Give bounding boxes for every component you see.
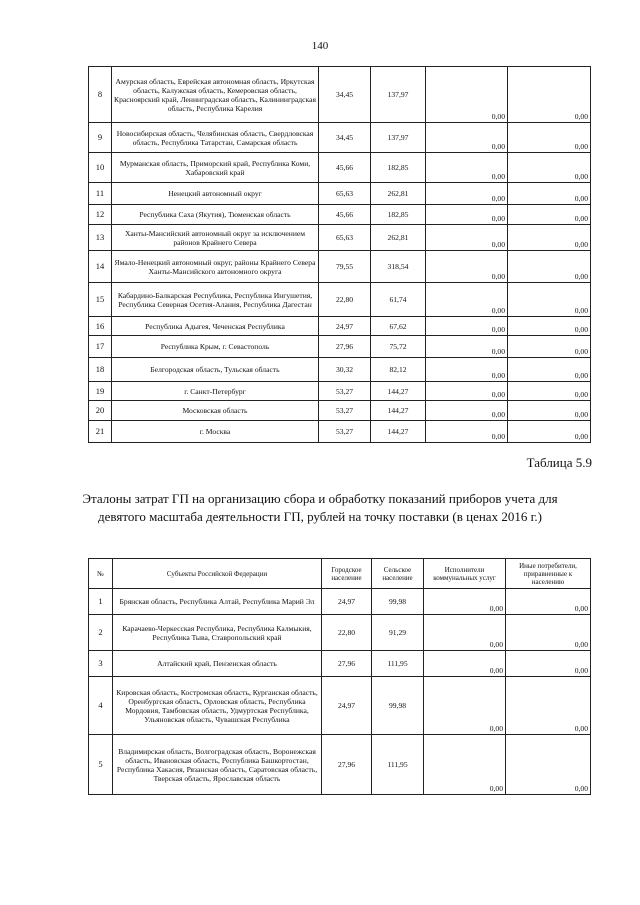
row-rural-value: 144,27 bbox=[371, 382, 426, 401]
row-other-value: 0,00 bbox=[508, 67, 591, 123]
row-other-value: 0,00 bbox=[508, 183, 591, 205]
row-number: 15 bbox=[89, 283, 112, 317]
row-rural-value: 262,81 bbox=[371, 183, 426, 205]
row-subject: Карачаево-Черкесская Республика, Республика Калмыкия, Республика Тыва, Ставропольский край bbox=[113, 615, 322, 651]
row-utilities-value: 0,00 bbox=[426, 251, 508, 283]
row-subject: г. Москва bbox=[112, 421, 319, 443]
table-row bbox=[89, 589, 591, 615]
row-number: 11 bbox=[89, 183, 112, 205]
row-utilities-value: 0,00 bbox=[426, 183, 508, 205]
continued-cost-table bbox=[88, 66, 591, 443]
row-number: 18 bbox=[89, 358, 112, 382]
row-subject: Ямало-Ненецкий автономный округ, районы Крайнего Севера Ханты-Мансийского автономного округа bbox=[112, 251, 319, 283]
row-utilities-value: 0,00 bbox=[424, 677, 506, 735]
row-city-value: 24,97 bbox=[319, 317, 371, 336]
row-rural-value: 144,27 bbox=[371, 401, 426, 421]
row-utilities-value: 0,00 bbox=[426, 205, 508, 225]
row-city-value: 34,45 bbox=[319, 67, 371, 123]
row-utilities-value: 0,00 bbox=[426, 401, 508, 421]
row-subject: Белгородская область, Тульская область bbox=[112, 358, 319, 382]
row-subject: Алтайский край, Пензенская область bbox=[113, 651, 322, 677]
table-row bbox=[89, 615, 591, 651]
row-number: 9 bbox=[89, 123, 112, 153]
row-other-value: 0,00 bbox=[508, 382, 591, 401]
row-rural-value: 91,29 bbox=[372, 615, 424, 651]
row-utilities-value: 0,00 bbox=[426, 421, 508, 443]
row-number: 4 bbox=[89, 677, 113, 735]
row-city-value: 34,45 bbox=[319, 123, 371, 153]
row-utilities-value: 0,00 bbox=[426, 225, 508, 251]
row-city-value: 30,32 bbox=[319, 358, 371, 382]
row-rural-value: 262,81 bbox=[371, 225, 426, 251]
row-subject: Кировская область, Костромская область, Курганская область, Оренбургская область, Орловская область, Республика Мордовия, Тамбовская область, Удмуртская Республика, Ульяновская область, Чувашская Республика bbox=[113, 677, 322, 735]
row-subject: г. Санкт-Петербург bbox=[112, 382, 319, 401]
row-other-value: 0,00 bbox=[508, 225, 591, 251]
table-title: Эталоны затрат ГП на организацию сбора и обработку показаний приборов учета для девятого масштаба деятельности ГП, рублей на точку поставки (в ценах 2016 г.) bbox=[82, 491, 558, 524]
row-utilities-value: 0,00 bbox=[424, 651, 506, 677]
row-number: 21 bbox=[89, 421, 112, 443]
row-other-value: 0,00 bbox=[508, 358, 591, 382]
header-city: Городское население bbox=[322, 559, 372, 589]
row-subject: Республика Адыгея, Чеченская Республика bbox=[112, 317, 319, 336]
row-subject: Ненецкий автономный округ bbox=[112, 183, 319, 205]
row-subject: Амурская область, Еврейская автономная область, Иркутская область, Калужская область, Кемеровская область, Красноярский край, Ленинградская область, Калининградская область, Республика Карелия bbox=[112, 67, 319, 123]
row-other-value: 0,00 bbox=[506, 677, 591, 735]
row-rural-value: 111,95 bbox=[372, 651, 424, 677]
table-row bbox=[89, 735, 591, 795]
header-rural: Сельское население bbox=[372, 559, 424, 589]
row-city-value: 27,96 bbox=[319, 336, 371, 358]
row-number: 2 bbox=[89, 615, 113, 651]
table-row bbox=[89, 283, 591, 317]
row-other-value: 0,00 bbox=[508, 421, 591, 443]
row-subject: Московская область bbox=[112, 401, 319, 421]
row-rural-value: 99,98 bbox=[372, 589, 424, 615]
row-other-value: 0,00 bbox=[506, 735, 591, 795]
row-utilities-value: 0,00 bbox=[426, 317, 508, 336]
row-subject: Ханты-Мансийский автономный округ за исключением районов Крайнего Севера bbox=[112, 225, 319, 251]
row-number: 16 bbox=[89, 317, 112, 336]
row-city-value: 24,97 bbox=[322, 677, 372, 735]
row-utilities-value: 0,00 bbox=[424, 735, 506, 795]
row-number: 19 bbox=[89, 382, 112, 401]
row-utilities-value: 0,00 bbox=[426, 336, 508, 358]
row-rural-value: 61,74 bbox=[371, 283, 426, 317]
row-number: 12 bbox=[89, 205, 112, 225]
table-row bbox=[89, 421, 591, 443]
table-row bbox=[89, 336, 591, 358]
row-subject: Республика Саха (Якутия), Тюменская область bbox=[112, 205, 319, 225]
row-other-value: 0,00 bbox=[506, 651, 591, 677]
table-row bbox=[89, 382, 591, 401]
table-row bbox=[89, 401, 591, 421]
row-other-value: 0,00 bbox=[508, 123, 591, 153]
table-label: Таблица 5.9 bbox=[526, 455, 592, 470]
table-row bbox=[89, 677, 591, 735]
row-number: 14 bbox=[89, 251, 112, 283]
row-city-value: 65,63 bbox=[319, 225, 371, 251]
row-utilities-value: 0,00 bbox=[426, 67, 508, 123]
row-other-value: 0,00 bbox=[506, 589, 591, 615]
row-rural-value: 67,62 bbox=[371, 317, 426, 336]
table-row bbox=[89, 183, 591, 205]
row-city-value: 45,66 bbox=[319, 205, 371, 225]
row-city-value: 27,96 bbox=[322, 735, 372, 795]
row-city-value: 22,80 bbox=[319, 283, 371, 317]
row-rural-value: 318,54 bbox=[371, 251, 426, 283]
row-rural-value: 82,12 bbox=[371, 358, 426, 382]
row-city-value: 22,80 bbox=[322, 615, 372, 651]
row-subject: Владимирская область, Волгоградская область, Воронежская область, Ивановская область, Республика Башкортостан, Республика Хакасия, Рязанская область, Саратовская область, Тверская область, Ярославская область bbox=[113, 735, 322, 795]
row-number: 17 bbox=[89, 336, 112, 358]
row-rural-value: 137,97 bbox=[371, 123, 426, 153]
row-other-value: 0,00 bbox=[508, 336, 591, 358]
header-utilities: Исполнители коммунальных услуг bbox=[424, 559, 506, 589]
row-number: 1 bbox=[89, 589, 113, 615]
row-city-value: 24,97 bbox=[322, 589, 372, 615]
row-utilities-value: 0,00 bbox=[424, 615, 506, 651]
row-city-value: 53,27 bbox=[319, 401, 371, 421]
row-utilities-value: 0,00 bbox=[426, 153, 508, 183]
row-city-value: 79,55 bbox=[319, 251, 371, 283]
row-rural-value: 111,95 bbox=[372, 735, 424, 795]
row-number: 10 bbox=[89, 153, 112, 183]
table-row bbox=[89, 67, 591, 123]
row-utilities-value: 0,00 bbox=[426, 358, 508, 382]
table-header-row bbox=[89, 559, 591, 589]
header-num: № bbox=[89, 559, 113, 589]
row-utilities-value: 0,00 bbox=[426, 382, 508, 401]
row-rural-value: 99,98 bbox=[372, 677, 424, 735]
row-number: 3 bbox=[89, 651, 113, 677]
row-number: 20 bbox=[89, 401, 112, 421]
row-rural-value: 75,72 bbox=[371, 336, 426, 358]
table-row bbox=[89, 317, 591, 336]
row-utilities-value: 0,00 bbox=[424, 589, 506, 615]
row-city-value: 53,27 bbox=[319, 382, 371, 401]
row-utilities-value: 0,00 bbox=[426, 283, 508, 317]
row-subject: Мурманская область, Приморский край, Республика Коми, Хабаровский край bbox=[112, 153, 319, 183]
row-other-value: 0,00 bbox=[508, 251, 591, 283]
row-subject: Новосибирская область, Челябинская область, Свердловская область, Республика Татарстан, Самарская область bbox=[112, 123, 319, 153]
header-other: Иные потребители, приравненные к населению bbox=[506, 559, 591, 589]
row-number: 8 bbox=[89, 67, 112, 123]
table-row bbox=[89, 225, 591, 251]
row-rural-value: 144,27 bbox=[371, 421, 426, 443]
row-city-value: 45,66 bbox=[319, 153, 371, 183]
page-number: 140 bbox=[311, 40, 329, 52]
row-city-value: 27,96 bbox=[322, 651, 372, 677]
table-row bbox=[89, 251, 591, 283]
table-row bbox=[89, 205, 591, 225]
table-row bbox=[89, 651, 591, 677]
row-subject: Брянская область, Республика Алтай, Республика Марий Эл bbox=[113, 589, 322, 615]
row-city-value: 53,27 bbox=[319, 421, 371, 443]
row-utilities-value: 0,00 bbox=[426, 123, 508, 153]
row-other-value: 0,00 bbox=[508, 401, 591, 421]
row-other-value: 0,00 bbox=[508, 153, 591, 183]
table-row bbox=[89, 358, 591, 382]
table-row bbox=[89, 123, 591, 153]
row-rural-value: 182,85 bbox=[371, 153, 426, 183]
header-subject: Субъекты Российской Федерации bbox=[113, 559, 322, 589]
row-other-value: 0,00 bbox=[508, 205, 591, 225]
row-other-value: 0,00 bbox=[506, 615, 591, 651]
row-other-value: 0,00 bbox=[508, 283, 591, 317]
row-number: 13 bbox=[89, 225, 112, 251]
row-rural-value: 137,97 bbox=[371, 67, 426, 123]
table-row bbox=[89, 153, 591, 183]
row-subject: Республика Крым, г. Севастополь bbox=[112, 336, 319, 358]
row-city-value: 65,63 bbox=[319, 183, 371, 205]
row-number: 5 bbox=[89, 735, 113, 795]
ninth-scale-cost-table bbox=[88, 558, 591, 795]
row-rural-value: 182,85 bbox=[371, 205, 426, 225]
row-subject: Кабардино-Балкарская Республика, Республика Ингушетия, Республика Северная Осетия-Алания, Республика Дагестан bbox=[112, 283, 319, 317]
row-other-value: 0,00 bbox=[508, 317, 591, 336]
